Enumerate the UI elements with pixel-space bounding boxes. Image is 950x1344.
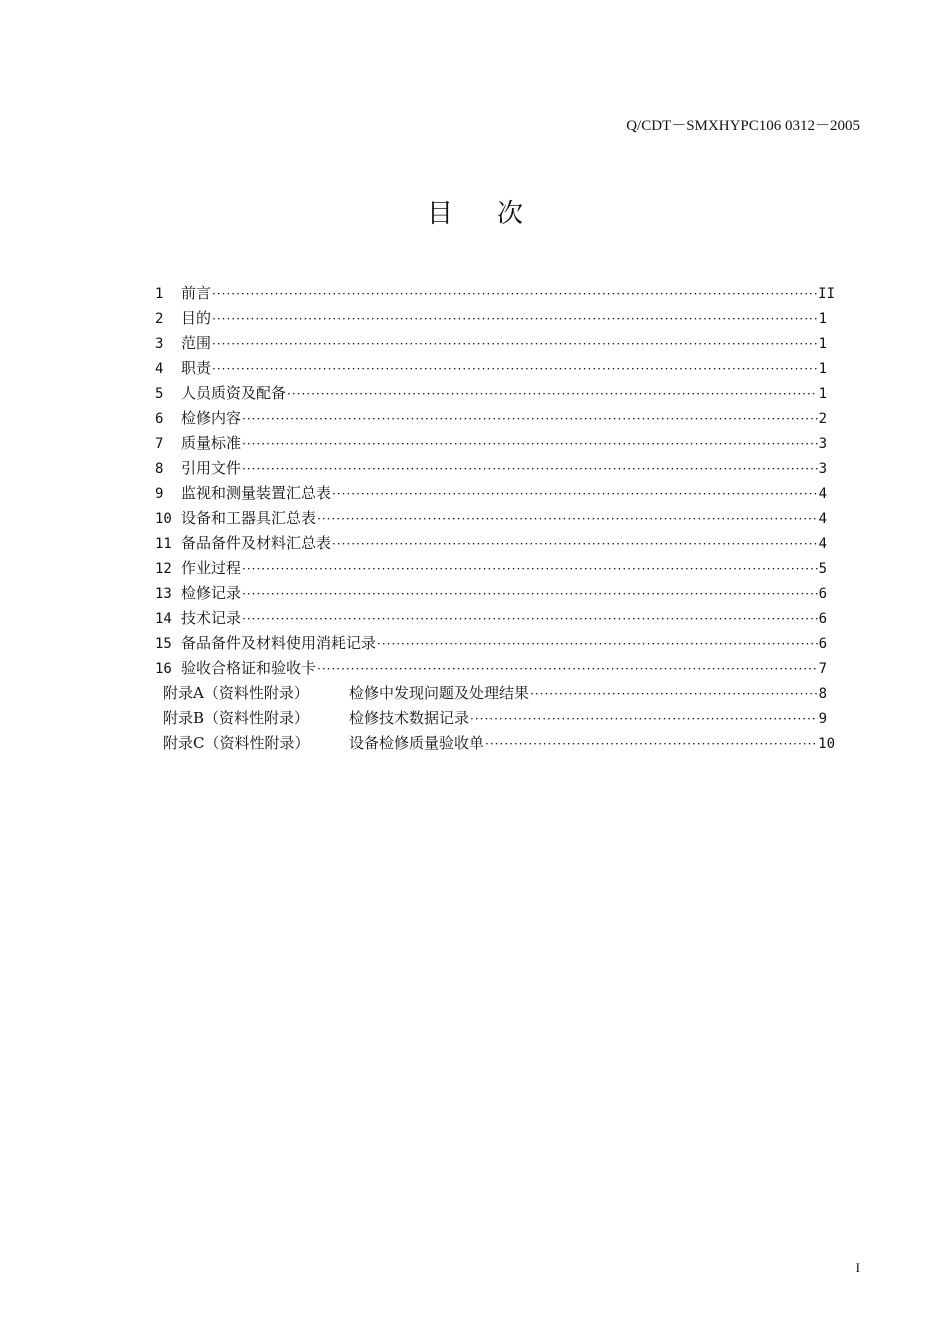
toc-entry-label: 技术记录 xyxy=(181,609,242,627)
toc-entry-number: 13 xyxy=(155,586,172,602)
toc-entry-number: 6 xyxy=(155,411,164,427)
toc-entry-number: 2 xyxy=(155,311,164,327)
toc-appendix-name: 附录A（资料性附录） xyxy=(163,684,309,702)
toc-leader-dots xyxy=(287,382,818,407)
toc-entry-label: 范围 xyxy=(181,334,212,352)
toc-entry-11[interactable] xyxy=(155,531,835,556)
toc-leader-dots xyxy=(317,657,818,682)
toc-leader-dots xyxy=(242,582,818,607)
toc-entry-number: 3 xyxy=(155,336,164,352)
toc-entry-4[interactable] xyxy=(155,356,835,381)
toc-entry-page: 6 xyxy=(818,611,827,627)
toc-entry-page: 1 xyxy=(818,361,827,377)
table-of-contents xyxy=(155,281,835,756)
toc-entry-label: 验收合格证和验收卡 xyxy=(181,659,317,677)
toc-appendix-label: 设备检修质量验收单 xyxy=(349,734,485,752)
toc-leader-dots xyxy=(212,332,818,357)
toc-leader-dots xyxy=(470,707,818,732)
toc-entry-number: 9 xyxy=(155,486,164,502)
toc-entry-label: 人员质资及配备 xyxy=(181,384,287,402)
toc-entry-number: 1 xyxy=(155,286,164,302)
toc-leader-dots xyxy=(377,632,818,657)
document-code: Q/CDT－SMXHYPC106 0312－2005 xyxy=(626,118,860,134)
toc-entry-number: 8 xyxy=(155,461,164,477)
toc-entry-page: 1 xyxy=(818,386,827,402)
toc-entry-page: 7 xyxy=(818,661,827,677)
toc-leader-dots xyxy=(485,732,817,757)
toc-entry-1[interactable] xyxy=(155,281,835,306)
toc-entry-page: 5 xyxy=(818,561,827,577)
toc-entry-page: 3 xyxy=(818,461,827,477)
toc-appendix-label: 检修中发现问题及处理结果 xyxy=(349,684,530,702)
toc-leader-dots xyxy=(242,457,818,482)
toc-entry-6[interactable] xyxy=(155,406,835,431)
toc-entry-page: 3 xyxy=(818,436,827,452)
toc-entry-12[interactable] xyxy=(155,556,835,581)
toc-entry-14[interactable] xyxy=(155,606,835,631)
toc-leader-dots xyxy=(332,532,818,557)
toc-appendix-page: 9 xyxy=(818,711,827,727)
toc-appendix-name: 附录B（资料性附录） xyxy=(163,709,310,727)
toc-entry-label: 备品备件及材料使用消耗记录 xyxy=(181,634,377,652)
toc-entry-number: 7 xyxy=(155,436,164,452)
toc-entry-page: 2 xyxy=(818,411,827,427)
toc-entry-15[interactable] xyxy=(155,631,835,656)
toc-entry-label: 质量标准 xyxy=(181,434,242,452)
toc-entry-number: 16 xyxy=(155,661,172,677)
toc-entry-7[interactable] xyxy=(155,431,835,456)
toc-entry-number: 12 xyxy=(155,561,172,577)
toc-entry-label: 目的 xyxy=(181,309,212,327)
toc-leader-dots xyxy=(212,307,818,332)
toc-entry-label: 检修记录 xyxy=(181,584,242,602)
toc-entry-page: 6 xyxy=(818,586,827,602)
page-number: I xyxy=(855,1260,860,1275)
toc-entry-number: 11 xyxy=(155,536,172,552)
toc-leader-dots xyxy=(212,357,818,382)
toc-entry-label: 职责 xyxy=(181,359,212,377)
toc-entry-number: 15 xyxy=(155,636,172,652)
toc-entry-page: 6 xyxy=(818,636,827,652)
toc-leader-dots xyxy=(242,432,818,457)
toc-entry-page: 1 xyxy=(818,336,827,352)
toc-entry-number: 5 xyxy=(155,386,164,402)
toc-entry-label: 检修内容 xyxy=(181,409,242,427)
toc-entry-10[interactable] xyxy=(155,506,835,531)
toc-entry-3[interactable] xyxy=(155,331,835,356)
toc-entry-page: 4 xyxy=(818,486,827,502)
toc-entry-label: 设备和工器具汇总表 xyxy=(181,509,317,527)
toc-appendix-page: 8 xyxy=(818,686,827,702)
toc-entry-number: 10 xyxy=(155,511,172,527)
toc-appendix-page: 10 xyxy=(818,736,835,752)
toc-leader-dots xyxy=(242,407,818,432)
toc-entry-page: 4 xyxy=(818,511,827,527)
toc-entry-number: 14 xyxy=(155,611,172,627)
page-title: 目次 xyxy=(426,199,567,229)
toc-entry-page: 4 xyxy=(818,536,827,552)
toc-entry-13[interactable] xyxy=(155,581,835,606)
toc-leader-dots xyxy=(332,482,818,507)
toc-entry-page: 1 xyxy=(818,311,827,327)
toc-entry-2[interactable] xyxy=(155,306,835,331)
toc-entry-number: 4 xyxy=(155,361,164,377)
toc-entry-16[interactable] xyxy=(155,656,835,681)
toc-entry-label: 前言 xyxy=(181,284,212,302)
toc-appendix-name: 附录C（资料性附录） xyxy=(163,734,310,752)
toc-entry-5[interactable] xyxy=(155,381,835,406)
toc-entry-label: 引用文件 xyxy=(181,459,242,477)
toc-leader-dots xyxy=(242,557,818,582)
toc-leader-dots xyxy=(530,682,818,707)
toc-entry-page: II xyxy=(818,286,835,302)
toc-entry-9[interactable] xyxy=(155,481,835,506)
toc-leader-dots xyxy=(317,507,818,532)
toc-leader-dots xyxy=(212,282,817,307)
toc-appendix-c[interactable] xyxy=(155,731,835,756)
toc-appendix-label: 检修技术数据记录 xyxy=(349,709,470,727)
toc-entry-label: 监视和测量装置汇总表 xyxy=(181,484,332,502)
toc-leader-dots xyxy=(242,607,818,632)
toc-appendix-b[interactable] xyxy=(155,706,835,731)
toc-entry-8[interactable] xyxy=(155,456,835,481)
toc-entry-label: 作业过程 xyxy=(181,559,242,577)
toc-appendix-a[interactable] xyxy=(155,681,835,706)
toc-entry-label: 备品备件及材料汇总表 xyxy=(181,534,332,552)
